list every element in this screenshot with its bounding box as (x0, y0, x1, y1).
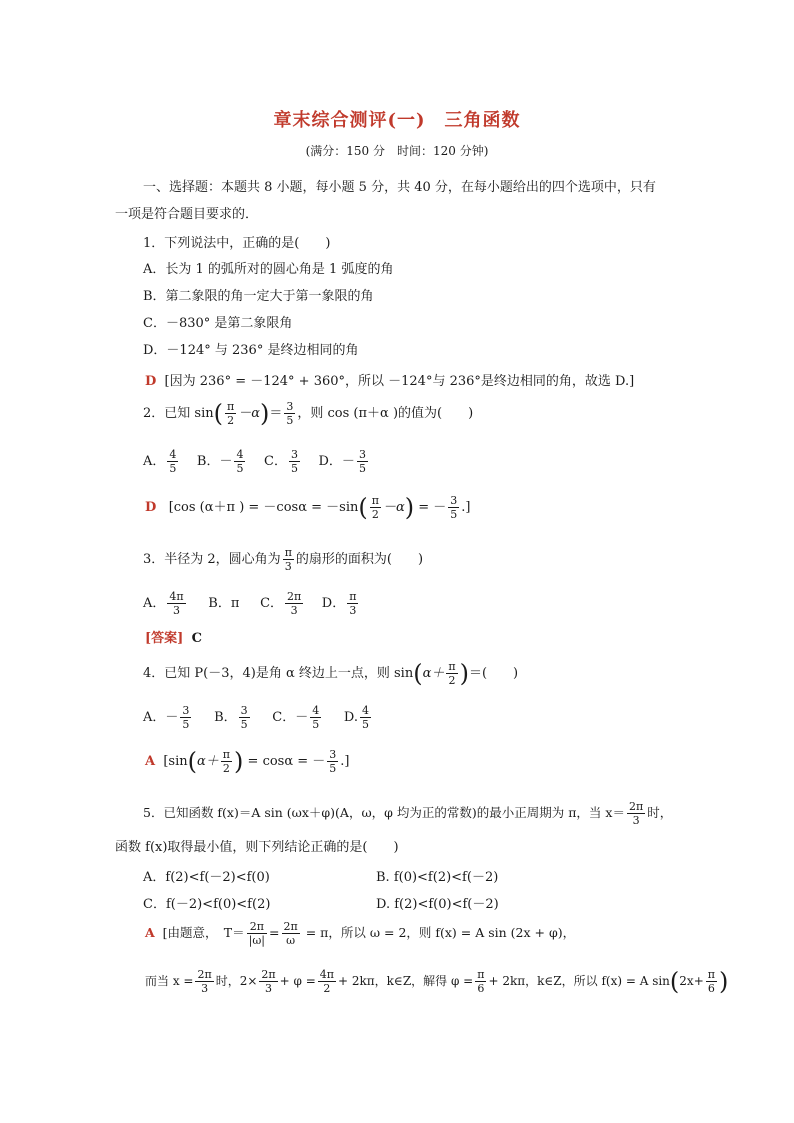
q1-stem: 1．下列说法中，正确的是( ) (143, 236, 331, 251)
q5-answer-line2: 而当 x = $\frac{2\pi}{3}$ 时，2× $\frac{2\pi}{3}$ + φ = $\frac{4\pi}{2}$ + 2kπ，k∈Z，解得 φ = $\frac{\pi}{6}$ + 2kπ，k∈Z，所以 f(x) = A sin(2x+ $\frac{\pi}{6}$ ) (145, 967, 729, 996)
q5-option-c: C．f(－2)<f(0)<f(2) (143, 897, 271, 912)
q2-pre: 2．已知 sin (143, 406, 214, 421)
q2-minus-alpha: －α (238, 406, 260, 421)
q1-option-b: B．第二象限的角一定大于第一象限的角 (143, 289, 374, 304)
page-title: 章末综合测评(一) 三角函数 (273, 110, 521, 131)
q4-answer: A [sin(α＋ $\frac{\pi}{2}$ ) = cosα = － $\frac{3}{5}$ .] (145, 747, 350, 776)
q5-answer-line1: A [由题意， T＝ $\frac{2\pi}{|\omega|}$ = $\frac{2\pi}{\omega}$ = π，所以 ω = 2，则 f(x) = A sin (2x + φ)， (145, 920, 576, 947)
q3-options: A． $\frac{4\pi}{3}$ B．π C． $\frac{2\pi}{3}$ D． $\frac{\pi}{3}$ (143, 590, 357, 617)
exam-meta: (满分：150 分 时间：120 分钟) (305, 144, 489, 158)
q1-answer-letter: D (145, 374, 157, 389)
q4-options: A．－ $\frac{3}{5}$ B． $\frac{3}{5}$ C．－ $\frac{4}{5}$ D. $\frac{4}{5}$ (143, 704, 370, 731)
q2-post: ，则 cos (π＋α )的值为( ) (297, 406, 474, 421)
q5-option-a: A．f(2)<f(－2)<f(0) (143, 870, 270, 885)
q3-answer: [答案] C (145, 631, 202, 646)
q1-answer-text: [因为 236° = －124° + 360°，所以 －124°与 236°是终边相同的角，故选 D.] (164, 374, 635, 389)
q2-frac-pi2: $\frac{\pi}{2}$ (226, 400, 235, 427)
q1-option-a: A．长为 1 的弧所对的圆心角是 1 弧度的角 (143, 262, 394, 277)
q1-answer (145, 370, 634, 389)
q5-option-d: D. f(2)<f(0)<f(－2) (376, 897, 499, 912)
q1-option-d: D．－124° 与 236° 是终边相同的角 (143, 343, 359, 358)
q4-stem: 4．已知 P(－3，4)是角 α 终边上一点，则 sin(α＋ $\frac{\pi}{2}$ )＝( ) (143, 659, 519, 688)
q2-options: A． $\frac{4}{5}$ B．－ $\frac{4}{5}$ C． $\frac{3}{5}$ D．－ $\frac{3}{5}$ (143, 448, 366, 475)
section-intro-line2: 一项是符合题目要求的． (115, 207, 259, 222)
q5-stem-line1: 5．已知函数 f(x)＝A sin (ωx＋φ)(A，ω，φ 均为正的常数)的最小正周期为 π，当 x＝ $\frac{2\pi}{3}$ 时， (143, 800, 673, 827)
q1-option-c: C．－830° 是第二象限角 (143, 316, 293, 331)
q2-answer-letter: D (145, 500, 157, 515)
q3-stem: 3．半径为 2，圆心角为 $\frac{\pi}{3}$ 的扇形的面积为( ) (143, 546, 424, 573)
q2-answer: D [cos (α＋π ) = －cosα = －sin( $\frac{\pi}{2}$ －α) = － $\frac{3}{5}$ .] (145, 493, 471, 522)
q5-stem-line2: 函数 f(x)取得最小值，则下列结论正确的是( ) (115, 840, 399, 855)
q2-stem: 2．已知 sin( $\frac{\pi}{2}$ －α)＝ $\frac{3}{5}$ ，则 cos (π＋α )的值为( ) (143, 399, 474, 428)
q5-option-b: B. f(0)<f(2)<f(－2) (376, 870, 499, 885)
section-intro-line1: 一、选择题：本题共 8 小题，每小题 5 分，共 40 分，在每小题给出的四个选项中，只有 (143, 180, 656, 195)
q2-frac-35: $\frac{3}{5}$ (286, 400, 294, 427)
